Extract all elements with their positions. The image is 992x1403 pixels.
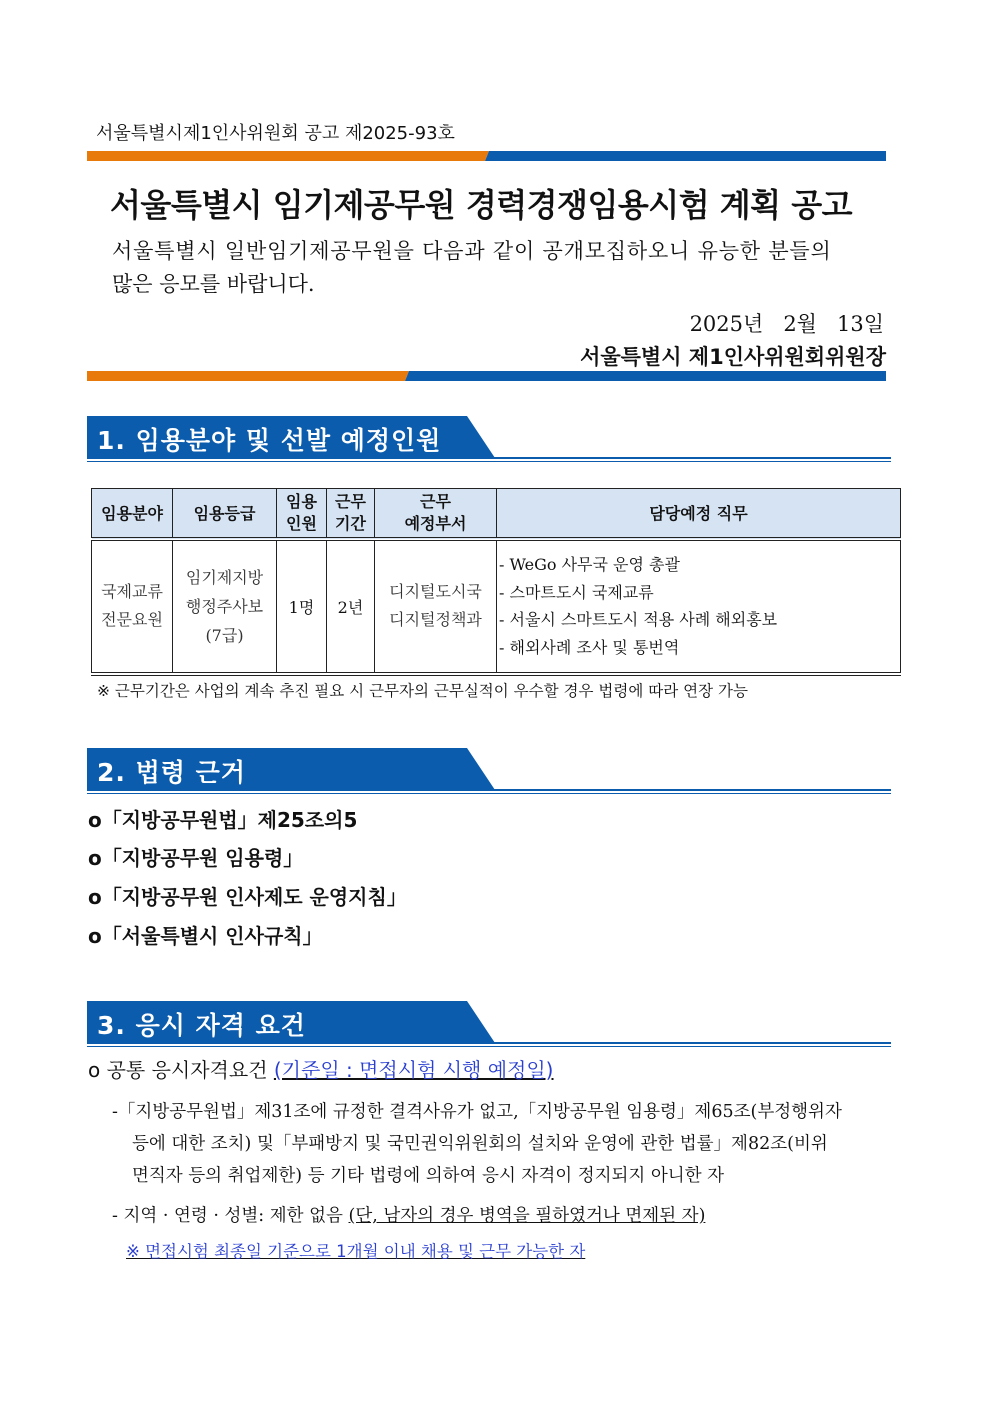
recruitment-table [91,488,901,673]
law-item: o「지방공무원 임용령」 [88,846,304,870]
cell-duties [497,539,901,673]
orange-divider [87,371,409,381]
cell-period: 2년 [327,539,375,673]
duty-item: - 해외사례 조사 및 통번역 [499,637,680,657]
section-3-header [87,1001,891,1047]
blue-divider [485,151,886,161]
law-item: o「지방공무원법」제25조의5 [88,808,358,832]
section-3-title: 3. 응시 자격 요건 [97,1011,306,1040]
requirement-line: 등에 대한 조치) 및「부패방지 및 국민권익위원회의 설치와 운영에 관한 법률」제82조(비위 [132,1134,828,1154]
cell-count: 1명 [277,539,327,673]
cell-grade: 임기제지방 행정주사보 (7급) [173,539,277,673]
availability-note: ※ 면접시험 최종일 기준으로 1개월 이내 채용 및 근무 가능한 자 [126,1242,586,1261]
duty-item: - 스마트도시 국제교류 [499,582,654,602]
notice-date: 2025년 2월 13일 [689,312,884,336]
header-grade: 임용등급 [173,489,277,539]
common-requirements-basis: (기준일 : 면접시험 시행 예정일) [273,1058,554,1082]
section-2-header [87,748,891,794]
military-note: (단, 남자의 경우 병역을 필하였거나 면제된 자) [348,1206,706,1226]
cell-dept: 디지털도시국 디지털정책과 [375,539,497,673]
section-2-title: 2. 법령 근거 [97,758,246,787]
intro-line-2: 많은 응모를 바랍니다. [112,272,315,296]
orange-divider [87,151,489,161]
header-field: 임용분야 [92,489,173,539]
header-dept: 근무 예정부서 [375,489,497,539]
requirement-line: 면직자 등의 취업제한) 등 기타 법령에 의하여 응시 자격이 정지되지 아니한 자 [132,1166,725,1186]
notice-number: 서울특별시제1인사위원회 공고 제2025-93호 [96,123,455,144]
requirement-line: - 지역 · 연령 · 성별: 제한 없음 [112,1206,343,1226]
page-title: 서울특별시 임기제공무원 경력경쟁임용시험 계획 공고 [110,186,853,224]
table-note: ※ 근무기간은 사업의 계속 추진 필요 시 근무자의 근무실적이 우수할 경우 법령에 따라 연장 가능 [97,682,748,700]
law-item: o「지방공무원 인사제도 운영지침」 [88,885,407,909]
duty-item: - WeGo 사무국 운영 총괄 [499,555,680,575]
table-row [92,539,901,673]
issuer: 서울특별시 제1인사위원회위원장 [580,345,886,369]
cell-field: 국제교류 전문요원 [92,539,173,673]
header-duties: 담당예정 직무 [497,489,901,539]
blue-divider [405,371,886,381]
common-requirements-label: o 공통 응시자격요건 [88,1058,268,1082]
section-1-title: 1. 임용분야 및 선발 예정인원 [97,426,442,455]
header-period: 근무 기간 [327,489,375,539]
duty-item: - 서울시 스마트도시 적용 사례 해외홍보 [499,610,778,630]
section-1-header [87,416,891,462]
law-item: o「서울특별시 인사규칙」 [88,924,323,948]
requirement-line: -「지방공무원법」제31조에 규정한 결격사유가 없고,「지방공무원 임용령」제65조(부정행위자 [112,1102,842,1122]
intro-line-1: 서울특별시 일반임기제공무원을 다음과 같이 공개모집하오니 유능한 분들의 [112,239,832,263]
header-count: 임용 인원 [277,489,327,539]
